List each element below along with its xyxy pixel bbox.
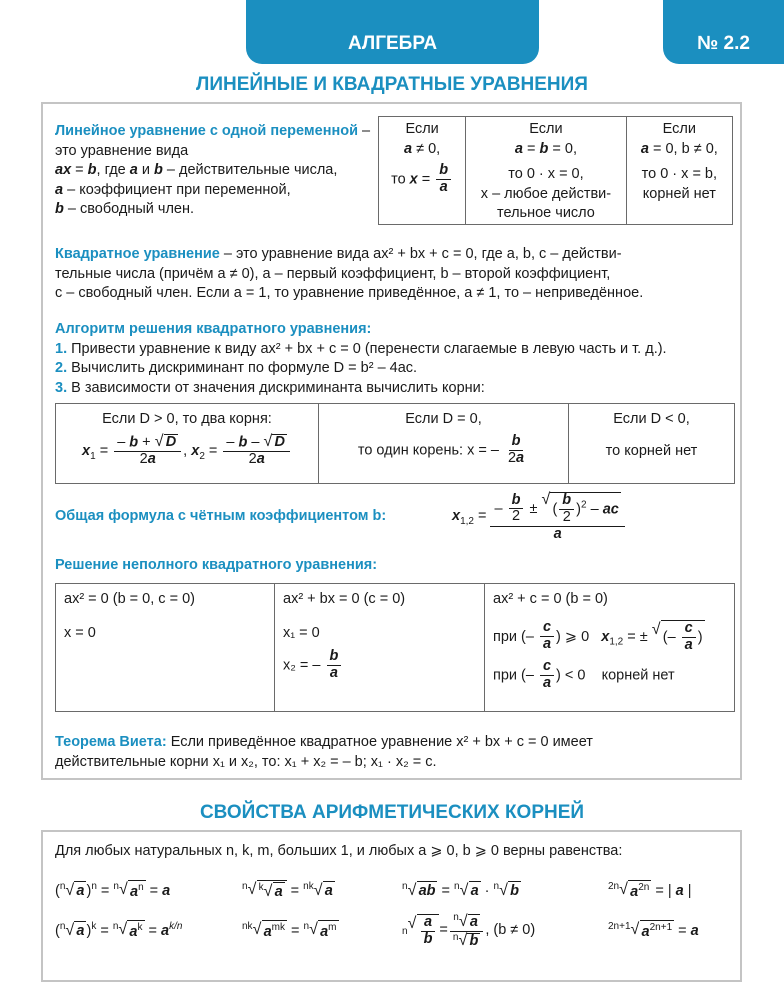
case-2-res-2: x₂ = – [283, 657, 321, 674]
algorithm-step [55, 340, 745, 360]
case-2-eq: ax² + bx = 0 (c = 0) [283, 591, 406, 607]
step-number: 1. [55, 340, 68, 357]
linear-case-3: Если a = 0, b ≠ 0, то 0 · x = b, корней нет [626, 117, 732, 225]
case-3-head: Если [662, 121, 696, 137]
vieta-line-2: действительные корни x₁ и x₂, то: x₁ + x₂ = – b; x₁ · x₂ = c. [55, 753, 437, 770]
linear-def-where: , где [96, 162, 126, 179]
vieta-line-1: Если приведённое квадратное уравнение x² + bx + c = 0 имеет [166, 734, 593, 750]
root-prop-4: $^{2n}$√ $a^{2n}$ = | a | [608, 880, 692, 902]
positive-formulas: $x_1$ = $\frac{- b + √ D}{2a}$ , $x_2$ = $\frac{- b - √ D}{2a}$ [56, 434, 318, 468]
algorithm-step [55, 379, 745, 399]
case-3-lt: < 0 [564, 667, 586, 684]
zero-res: то один корень: x = [357, 441, 487, 458]
linear-cases-table [378, 116, 733, 225]
incomplete-case-2: ax² + bx = 0 (c = 0) x₁ = 0 x₂ = – $\frac{b}{a}$ [275, 584, 485, 712]
case-2-head: Если [529, 121, 563, 137]
root-prop-5: ($^n$√ a )$^k$ = $^n$√ $a^k = a^{k/n}$ [55, 920, 182, 942]
negative-head: Если D < 0, [613, 411, 690, 427]
root-prop-8: $^{2n+1}$√ $a^{2n+1} = a$ [608, 920, 699, 942]
root-prop-3: $^n$√ ab = $^n$√ a · $^n$√ b [402, 880, 521, 901]
case-2-res2: x – любое действи- [480, 185, 612, 202]
linear-def-text: – это уравнение вида [55, 123, 371, 159]
linear-term: Линейное уравнение с одной переменной [55, 123, 358, 139]
even-formula-label: Общая формула с чётным коэффициентом b: [55, 508, 387, 524]
case-3-ge: ⩾ 0 [564, 628, 590, 645]
step-number: 2. [55, 360, 68, 377]
discriminant-case-zero: Если D = 0, то один корень: x = – $\frac{b}{2a}$ [319, 404, 569, 484]
case-1-res: то [391, 171, 406, 188]
case-2-res3: тельное число [497, 205, 595, 222]
step-number: 3. [55, 379, 68, 396]
root-prop-2: $^n$√ $^k$√ a = $^{nk}$√ a [242, 880, 335, 902]
vieta-theorem [55, 733, 735, 772]
linear-def-free: – свободный член. [63, 201, 195, 218]
quadratic-line-1: – это уравнение вида ax² + bx + c = 0, где a, b, c – действи- [219, 246, 622, 262]
case-1-cond: ≠ 0, [416, 140, 441, 157]
incomplete-title: Решение неполного квадратного уравнения: [55, 557, 378, 573]
case-2-res-1: x₁ = 0 [283, 624, 320, 641]
algorithm-step [55, 359, 745, 379]
linear-def-and: и [141, 162, 151, 179]
page-number-tab [663, 0, 784, 64]
section-tab [246, 0, 539, 64]
root-prop-7: n √ $\frac{a}{b}$ = $\frac{^n√ a}{^n√ b}$ , (b ≠ 0) [402, 912, 535, 951]
case-1-head: Если [405, 121, 439, 137]
quadratic-definition [55, 245, 735, 304]
linear-def-real: – действительные числа, [162, 162, 338, 179]
step-text: Привести уравнение к виду ax² + bx + c = 0 (перенести слагаемые в левую часть и т. д.). [71, 340, 667, 357]
case-1-eq: ax² = 0 (b = 0, c = 0) [64, 591, 195, 607]
quadratic-term: Квадратное уравнение [55, 246, 220, 262]
case-3-when-2: при [493, 667, 518, 684]
root-prop-1: ($^n$√ a )$^n$ = $^n$√ $a^n = a$ [55, 880, 170, 902]
algorithm-title: Алгоритм решения квадратного уравнения: [55, 321, 372, 337]
case-3-cond: = 0, b ≠ 0, [653, 140, 718, 157]
case-2-res: то 0 · x = 0, [508, 166, 584, 183]
linear-definition: Линейное уравнение с одной переменной – это уравнение вида ax = b, где a и b – действительные числа, a – коэффициент при переменной, b – свободный член. [55, 123, 371, 218]
linear-quadratic-title: ЛИНЕЙНЫЕ И КВАДРАТНЫЕ УРАВНЕНИЯ [196, 74, 588, 95]
linear-def-coef: – коэффициент при переменной, [63, 181, 291, 198]
incomplete-case-3: ax² + c = 0 (b = 0) при (– $\frac{c}{a}$ ) ⩾ 0 $x_{1,2}$ = ± √ (– $\frac{c}{a}$ ) при (– $\frac{c}{a}$ ) < 0 корней нет [485, 584, 735, 712]
case-2-cond: = 0, [552, 140, 577, 157]
case-3-when: при [493, 628, 518, 645]
incomplete-case-1 [56, 584, 275, 712]
linear-case-1: Если a ≠ 0, то x = $\frac{b}{a}$ [379, 117, 466, 225]
algorithm-block [55, 320, 745, 398]
root-prop-6: $^{nk}$√ $a^{mk} = ^n√$ $a^m$ [242, 920, 339, 942]
quadratic-line-3: c – свободный член. Если a = 1, то уравнение приведённое, a ≠ 1, то – неприведённое. [55, 285, 644, 302]
negative-res: то корней нет [605, 442, 698, 459]
case-3-eq: ax² + c = 0 (b = 0) [493, 591, 608, 607]
page-number: № 2.2 [697, 33, 750, 55]
discriminant-case-positive [56, 404, 319, 484]
positive-head: Если D > 0, то два корня: [102, 411, 272, 427]
discriminant-case-negative [569, 404, 735, 484]
incomplete-table [55, 583, 735, 712]
even-formula: $x_{1,2}$ = – $\frac{b}{2}$ ± √ ( $\frac{b}{2}$ )$^2$ – ac a [452, 492, 627, 543]
step-text: В зависимости от значения дискриминанта вычислить корни: [71, 379, 485, 396]
discriminant-table [55, 403, 735, 484]
quadratic-line-2: тельные числа (причём a ≠ 0), a – первый коэффициент, b – второй коэффициент, [55, 265, 611, 282]
vieta-term: Теорема Виета: [55, 734, 167, 750]
section-title: АЛГЕБРА [347, 33, 438, 55]
roots-title: СВОЙСТВА АРИФМЕТИЧЕСКИХ КОРНЕЙ [199, 802, 585, 823]
case-3-res: то 0 · x = b, [641, 166, 718, 183]
case-3-none: корней нет [601, 667, 675, 684]
step-text: Вычислить дискриминант по формуле D = b² – 4ac. [71, 360, 418, 377]
zero-head: Если D = 0, [405, 411, 482, 427]
case-3-res2: корней нет [642, 185, 716, 202]
roots-intro: Для любых натуральных n, k, m, больших 1, и любых a ⩾ 0, b ⩾ 0 верны равенства: [55, 843, 623, 859]
case-1-res: x = 0 [64, 624, 96, 641]
root-prop-7-cond: , (b ≠ 0) [485, 922, 536, 939]
linear-case-2: Если a = b = 0, то 0 · x = 0, x – любое действи- тельное число [466, 117, 626, 225]
